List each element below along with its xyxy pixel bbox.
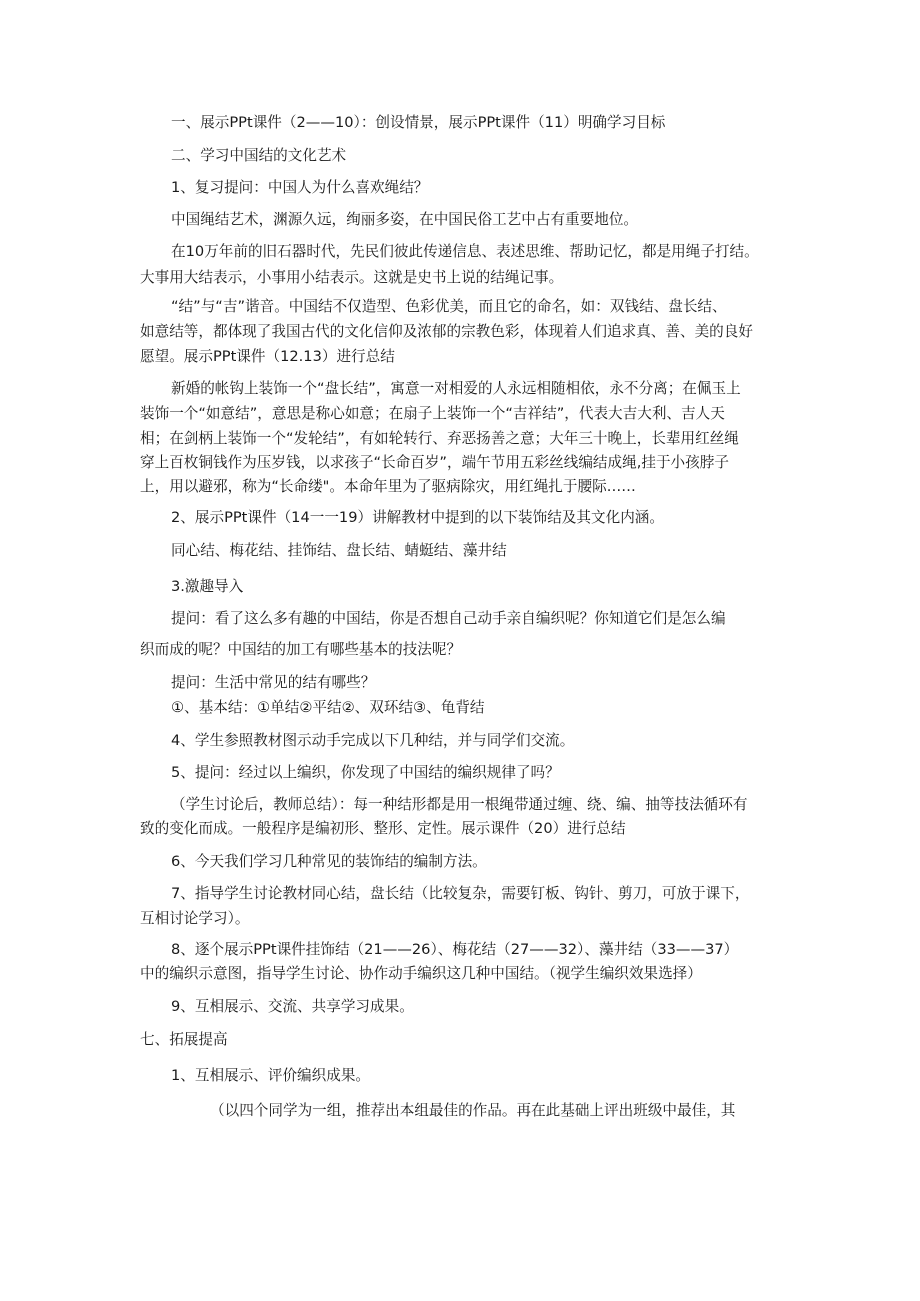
- text-line: “结”与“吉”谐音。中国结不仅造型、色彩优美，而且它的命名，如：双钱结、盘长结、: [171, 298, 727, 315]
- text-line: （学生讨论后，教师总结）：每一种结形都是用一根绳带通过缠、绕、编、抽等技法循环有: [171, 796, 748, 813]
- text-line: ①、基本结：①单结②平结②、双环结③、龟背结: [171, 699, 485, 716]
- text-line: 6、今天我们学习几种常见的装饰结的编制方法。: [171, 853, 487, 870]
- text-line: 1、复习提问：中国人为什么喜欢绳结？: [171, 179, 429, 196]
- text-line: 愿望。展示PPt课件（12.13）进行总结: [140, 348, 395, 365]
- section-heading: 七、拓展提高: [140, 1031, 228, 1048]
- text-line: 互相讨论学习）。: [140, 910, 250, 927]
- text-line: 致的变化而成。一般程序是编初形、整形、定性。展示课件（20）进行总结: [140, 820, 626, 837]
- text-line: 提问：看了这么多有趣的中国结，你是否想自己动手亲自编织呢？你知道它们是怎么编: [171, 610, 726, 627]
- text-line: 一、展示PPt课件（2——10）：创设情景，展示PPt课件（11）明确学习目标: [171, 114, 666, 131]
- text-line: 如意结等，都体现了我国古代的文化信仰及浓郁的宗教色彩，体现着人们追求真、善、美的良好: [140, 323, 753, 340]
- text-line: 5、提问：经过以上编织，你发现了中国结的编织规律了吗？: [171, 764, 560, 781]
- text-line: 1、互相展示、评价编织成果。: [171, 1067, 371, 1084]
- text-line: 提问：生活中常见的结有哪些？: [171, 674, 376, 691]
- section-heading: 二、学习中国结的文化艺术: [171, 147, 347, 164]
- text-line: 上，用以避邪，称为“长命缕"。本命年里为了驱病除灾，用红绳扎于腰际……: [140, 478, 636, 495]
- text-line: 同心结、梅花结、挂饰结、盘长结、蜻蜓结、藻井结: [171, 542, 507, 559]
- text-line: 新婚的帐钩上装饰一个“盘长结”，寓意一对相爱的人永远相随相依，永不分离；在佩玉上: [171, 380, 741, 397]
- text-line: 大事用大结表示，小事用小结表示。这就是史书上说的结绳记事。: [140, 269, 564, 286]
- text-line: 7、指导学生讨论教材同心结，盘长结（比较复杂，需要钉板、钩针、剪刀，可放于课下，: [171, 885, 750, 902]
- text-line: 8、逐个展示PPt课件挂饰结（21——26）、梅花结（27——32）、藻井结（33——37）: [171, 941, 739, 958]
- text-line: 2、展示PPt课件（14一一19）讲解教材中提到的以下装饰结及其文化内涵。: [171, 509, 664, 526]
- text-line: 织而成的呢？中国结的加工有哪些基本的技法呢？: [140, 641, 462, 658]
- text-line: 3.激趣导入: [171, 578, 244, 595]
- text-line: （以四个同学为一组，推荐出本组最佳的作品。再在此基础上评出班级中最佳，其: [210, 1102, 736, 1119]
- text-line: 在10万年前的旧石器时代，先民们彼此传递信息、表述思维、帮助记忆，都是用绳子打结。: [171, 243, 759, 260]
- text-line: 中的编织示意图，指导学生讨论、协作动手编织这几种中国结。（视学生编织效果选择）: [140, 965, 702, 982]
- text-line: 穿上百枚铜钱作为压岁钱，以求孩子“长命百岁”，端午节用五彩丝线编结成绳,挂于小孩脖子: [140, 454, 729, 471]
- text-line: 中国绳结艺术，渊源久远，绚丽多姿，在中国民俗工艺中占有重要地位。: [171, 211, 639, 228]
- text-line: 9、互相展示、交流、共享学习成果。: [171, 998, 414, 1015]
- text-line: 相；在剑柄上装饰一个“发轮结”，有如轮转行、弃恶扬善之意；大年三十晚上，长辈用红丝绳: [140, 430, 739, 447]
- text-line: 4、学生参照教材图示动手完成以下几种结，并与同学们交流。: [171, 732, 575, 749]
- text-line: 装饰一个“如意结”，意思是称心如意；在扇子上装饰一个“吉祥结”，代表大吉大利、吉人天: [140, 405, 725, 422]
